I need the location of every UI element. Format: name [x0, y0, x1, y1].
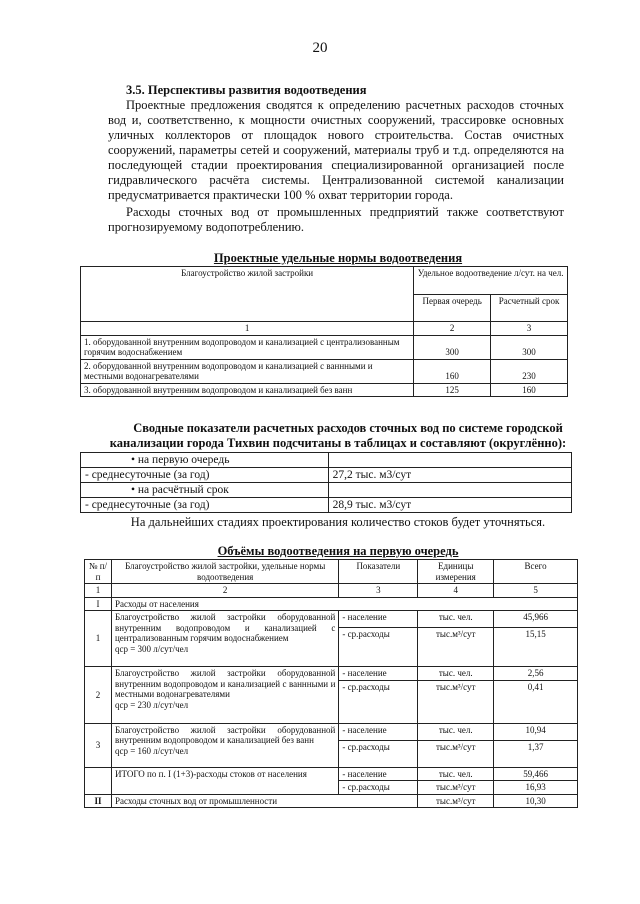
- vol-group-norm: qср = 160 л/сут/чел: [114, 745, 189, 756]
- summary-first-stage: • на первую очередь: [81, 453, 329, 468]
- section-perspectives: [108, 83, 564, 235]
- vol-section-num: I: [85, 597, 112, 611]
- table-row: [85, 767, 578, 781]
- vol-group-desc-text: Благоустройство жилой застройки оборудованной внутренним водопроводом и канализацией с централизованным горячим водоснабжением: [114, 612, 336, 643]
- vol-unit: тыс. чел.: [418, 767, 494, 781]
- summary-empty: [328, 453, 571, 468]
- table-row: [81, 335, 568, 359]
- summary-avg-value: 28,9 тыс. м3/сут: [328, 498, 571, 513]
- vol-group-desc: [111, 611, 338, 667]
- vol-ind: - население: [339, 611, 418, 628]
- vol-ind: - ср.расходы: [339, 740, 418, 767]
- vol-section-label: Расходы от населения: [111, 597, 577, 611]
- norms-header-main: Благоустройство жилой застройки: [81, 267, 414, 322]
- vol-col-num: 3: [339, 584, 418, 598]
- norms-row-calc: 300: [491, 335, 568, 359]
- table-row: [85, 611, 578, 628]
- section-paragraph: Проектные предложения сводятся к определению расчетных расходов сточных вод и, соответственно, к мощности очистных сооружений, трассировке основных уличных коллекторов от площадок нового строительства. Состав очистных сооружений, параметры сетей и сооружений, материалы труб и т.д. определяются на последующей стадии проектирования специализированной организацией после гидравлического расчёта системы. Централизованной системой канализации предусматривается практически 100 % охват территории города.: [108, 98, 564, 202]
- summary-table: [80, 452, 572, 513]
- vol-unit: тыс.м³/сут: [418, 781, 494, 795]
- vol-total-num: [85, 767, 112, 794]
- vol-ind: - ср.расходы: [339, 680, 418, 723]
- table-row: [85, 723, 578, 740]
- vol-value: 10,94: [494, 723, 578, 740]
- vol-group-num: 1: [85, 611, 112, 667]
- vol-ind: - население: [339, 767, 418, 781]
- norms-header-group: Удельное водоотведение л/сут. на чел.: [414, 267, 568, 295]
- vol-group-norm: qср = 230 л/сут/чел: [114, 699, 189, 710]
- table-row: [81, 359, 568, 383]
- vol-header-total: Всего: [494, 560, 578, 584]
- vol-unit: тыс. чел.: [418, 723, 494, 740]
- vol-ind: - ср.расходы: [339, 628, 418, 667]
- vol-col-num: 2: [111, 584, 338, 598]
- norms-table-title: Проектные удельные нормы водоотведения: [213, 251, 463, 265]
- vol-ind: - население: [339, 667, 418, 681]
- table-row: [85, 667, 578, 681]
- vol-group-desc: [111, 667, 338, 724]
- norms-row-label: 1. оборудованной внутренним водопроводом и канализацией с централизованным горячим водоснабжением: [81, 335, 414, 359]
- vol-unit: тыс. чел.: [418, 667, 494, 681]
- summary-empty: [328, 483, 571, 498]
- vol-value: 16,93: [494, 781, 578, 795]
- summary-avg-value: 27,2 тыс. м3/сут: [328, 468, 571, 483]
- norms-header-calc: Расчетный срок: [491, 294, 568, 322]
- vol-value: 59,466: [494, 767, 578, 781]
- vol-unit: тыс.м³/сут: [418, 740, 494, 767]
- vol-group-desc: [111, 723, 338, 767]
- norms-row-label: 3. оборудованной внутренним водопроводом и канализацией без ванн: [81, 383, 414, 397]
- vol-value: 0,41: [494, 680, 578, 723]
- vol-header-ind: Показатели: [339, 560, 418, 584]
- vol-col-num: 5: [494, 584, 578, 598]
- page-number: 20: [312, 40, 328, 56]
- vol-unit: тыс.м³/сут: [418, 680, 494, 723]
- norms-col-num: 1: [81, 322, 414, 336]
- vol-value: 1,37: [494, 740, 578, 767]
- vol-group-norm: qср = 300 л/сут/чел: [114, 643, 189, 654]
- vol-value: 15,15: [494, 628, 578, 667]
- table-row: [81, 383, 568, 397]
- vol-group-num: 2: [85, 667, 112, 724]
- summary-heading: Сводные показатели расчетных расходов сточных вод по системе городской канализации города Тихвин подсчитаны в таблицах и составляют (округлённо):: [109, 421, 567, 450]
- vol-header-num: № п/п: [85, 560, 112, 584]
- vol-unit: тыс.м³/сут: [418, 628, 494, 667]
- vol-group-desc-text: Благоустройство жилой застройки оборудованной внутренним водопроводом и канализацией с ваннными и местными водонагревателями: [114, 668, 336, 699]
- norms-row-first: 300: [414, 335, 491, 359]
- summary-note: На дальнейших стадиях проектирования количество стоков будет уточняться.: [130, 515, 546, 529]
- table-row: [85, 597, 578, 611]
- vol-section-label: Расходы сточных вод от промышленности: [111, 794, 417, 808]
- summary-calc-stage: • на расчётный срок: [81, 483, 329, 498]
- vol-value: 45,966: [494, 611, 578, 628]
- vol-total-label: ИТОГО по п. I (1+3)-расходы стоков от населения: [111, 767, 338, 794]
- section-heading: 3.5. Перспективы развития водоотведения: [126, 83, 367, 97]
- norms-header-first: Первая очередь: [414, 294, 491, 322]
- table-row: [85, 794, 578, 808]
- norms-row-calc: 230: [491, 359, 568, 383]
- vol-group-num: 3: [85, 723, 112, 767]
- norms-col-num: 3: [491, 322, 568, 336]
- vol-ind: - население: [339, 723, 418, 740]
- norms-row-calc: 160: [491, 383, 568, 397]
- vol-value: 10,30: [494, 794, 578, 808]
- summary-avg-label: - среднесуточные (за год): [81, 468, 329, 483]
- norms-row-first: 125: [414, 383, 491, 397]
- volumes-table: [84, 559, 578, 808]
- section-paragraph: Расходы сточных вод от промышленных предприятий также соответствуют прогнозируемому водопотреблению.: [108, 205, 564, 234]
- vol-unit: тыс.м³/сут: [418, 794, 494, 808]
- vol-value: 2,56: [494, 667, 578, 681]
- volumes-table-title: Объёмы водоотведения на первую очередь: [217, 544, 459, 558]
- vol-col-num: 1: [85, 584, 112, 598]
- norms-row-first: 160: [414, 359, 491, 383]
- vol-unit: тыс. чел.: [418, 611, 494, 628]
- norms-col-num: 2: [414, 322, 491, 336]
- norms-row-label: 2. оборудованной внутренним водопроводом и канализацией с ваннными и местными водонагревателями: [81, 359, 414, 383]
- vol-ind: - ср.расходы: [339, 781, 418, 795]
- vol-header-unit: Единицы измерения: [418, 560, 494, 584]
- norms-table: [80, 266, 568, 397]
- vol-header-desc: Благоустройство жилой застройки, удельные нормы водоотведения: [111, 560, 338, 584]
- vol-col-num: 4: [418, 584, 494, 598]
- summary-avg-label: - среднесуточные (за год): [81, 498, 329, 513]
- vol-group-desc-text: Благоустройство жилой застройки оборудованной внутренним водопроводом и канализацией без ванн: [114, 724, 336, 745]
- vol-section-num: II: [85, 794, 112, 808]
